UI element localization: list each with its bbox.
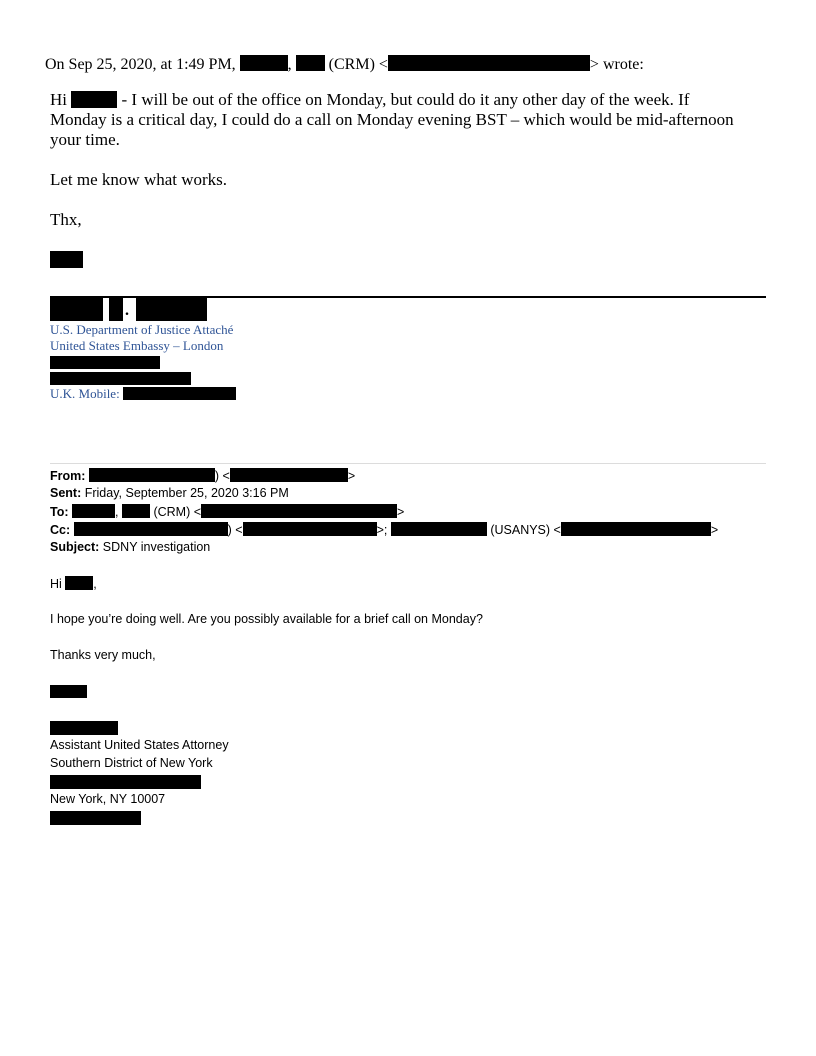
- original-greeting-line: [50, 576, 97, 591]
- redaction-block: [388, 55, 590, 71]
- cc-label: Cc:: [50, 523, 71, 537]
- redaction-block: [50, 372, 191, 385]
- redaction-block: [201, 504, 397, 518]
- reply-greeting: Hi: [50, 90, 67, 109]
- signature-mobile: [50, 386, 236, 402]
- redaction-block: [109, 298, 123, 321]
- to-label: To:: [50, 505, 69, 519]
- subject-line: [50, 540, 210, 554]
- redaction-block: [391, 522, 487, 536]
- redaction-block: [50, 811, 141, 825]
- cc-end: >: [710, 523, 719, 537]
- signature-mobile-label: U.K. Mobile:: [50, 386, 120, 401]
- from-line: [50, 468, 355, 483]
- reply-body-line-3: your time.: [50, 130, 120, 149]
- redaction-block: [50, 298, 103, 321]
- redaction-block: [74, 522, 228, 536]
- to-line: [50, 504, 404, 519]
- redaction-block: [561, 522, 711, 536]
- redaction-block: [50, 685, 87, 698]
- signature-title: U.S. Department of Justice Attaché: [50, 322, 234, 337]
- reply-header: [45, 55, 644, 74]
- from-end: >: [347, 469, 356, 483]
- original-sig-district: Southern District of New York: [50, 756, 213, 770]
- redaction-block: [89, 468, 215, 482]
- original-closing: Thanks very much,: [50, 648, 156, 662]
- cc-line: [50, 522, 718, 537]
- signature-initial-dot: .: [125, 302, 129, 319]
- message-divider: [50, 463, 766, 464]
- from-label: From:: [50, 469, 86, 483]
- to-comma: ,: [115, 505, 119, 519]
- redaction-block: [71, 91, 117, 108]
- redaction-block: [243, 522, 377, 536]
- redaction-block: [123, 387, 236, 400]
- reply-header-prefix: On Sep 25, 2020, at 1:49 PM,: [45, 56, 236, 73]
- reply-closing: Thx,: [50, 210, 82, 229]
- sent-label: Sent:: [50, 486, 82, 500]
- sent-line: [50, 486, 289, 500]
- reply-body-line-1: [50, 90, 689, 110]
- reply-body-line-4: Let me know what works.: [50, 170, 228, 189]
- redaction-block: [230, 468, 348, 482]
- original-body: I hope you’re doing well. Are you possibly available for a brief call on Monday?: [50, 612, 483, 626]
- redaction-block: [122, 504, 150, 518]
- cc-separator: ) <: [227, 523, 243, 537]
- redaction-block: [50, 721, 118, 735]
- reply-header-suffix: > wrote:: [589, 56, 644, 73]
- redaction-block: [65, 576, 93, 590]
- redaction-block: [240, 55, 288, 71]
- reply-header-crm: (CRM) <: [328, 56, 388, 73]
- original-greeting-comma: ,: [93, 577, 97, 591]
- redaction-block: [296, 55, 325, 71]
- reply-line-1-text: - I will be out of the office on Monday, but could do it any other day of the week. If: [121, 90, 690, 109]
- cc-usanys: (USANYS) <: [490, 523, 561, 537]
- redaction-block: [136, 298, 207, 321]
- from-separator: ) <: [214, 469, 230, 483]
- to-end: >: [397, 505, 405, 519]
- original-sig-city: New York, NY 10007: [50, 792, 166, 806]
- sent-value: Friday, September 25, 2020 3:16 PM: [84, 486, 289, 500]
- redaction-block: [50, 251, 83, 268]
- to-crm: (CRM) <: [153, 505, 202, 519]
- subject-label: Subject:: [50, 540, 100, 554]
- cc-semicolon: >;: [376, 523, 388, 537]
- redaction-block: [72, 504, 115, 518]
- reply-header-comma: ,: [287, 56, 292, 73]
- reply-body-line-2: Monday is a critical day, I could do a call on Monday evening BST – which would be mid-afternoon: [50, 110, 734, 129]
- signature-office: United States Embassy – London: [50, 338, 224, 353]
- redaction-block: [50, 775, 201, 789]
- original-greeting: Hi: [50, 577, 62, 591]
- redaction-block: [50, 356, 160, 369]
- subject-value: SDNY investigation: [102, 540, 211, 554]
- original-sig-title: Assistant United States Attorney: [50, 738, 229, 752]
